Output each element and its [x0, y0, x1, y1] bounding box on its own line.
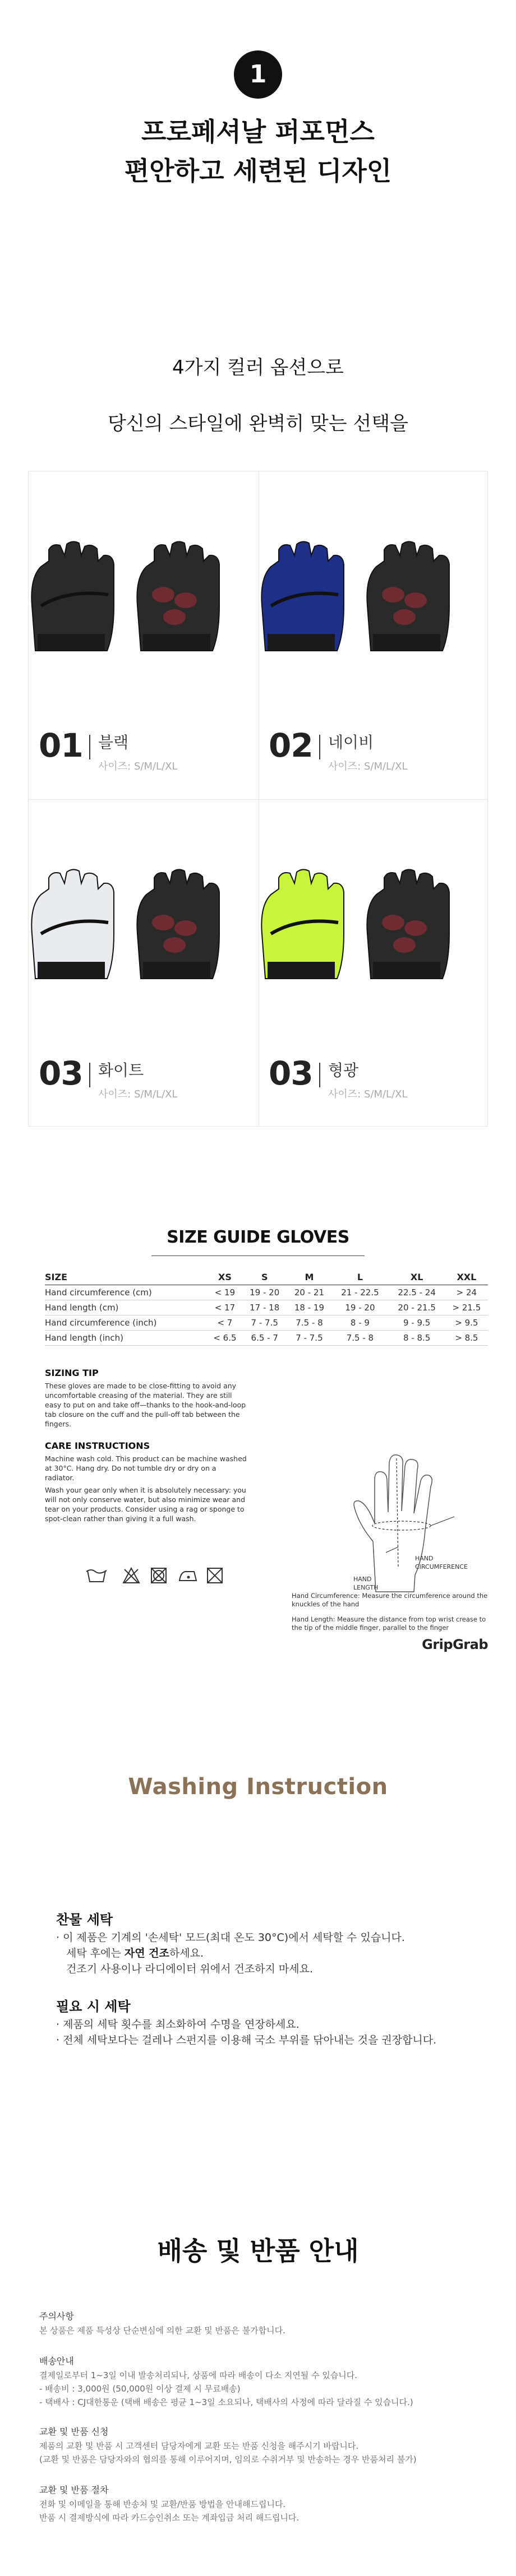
- option-name: 형광: [328, 1061, 359, 1079]
- table-cell: < 6.5: [208, 1331, 242, 1346]
- option-number: 03: [269, 1054, 313, 1092]
- table-cell: < 17: [208, 1300, 242, 1315]
- wash-line: [66, 1945, 204, 1961]
- hero-title-line1: 프로페셔날 퍼포먼스: [141, 117, 375, 147]
- title-rule: [151, 1255, 365, 1256]
- table-cell: 21 - 22.5: [331, 1285, 388, 1300]
- option-sizes: 사이즈: S/M/L/XL: [328, 761, 408, 772]
- color-options-grid: [28, 471, 488, 1127]
- wash-line-bold: 자연 건조: [124, 1947, 169, 1959]
- glove-palm: [367, 541, 449, 651]
- table-cell: 20 - 21: [287, 1285, 332, 1300]
- hand-length-note: Hand Length: Measure the distance from top wrist crease to the tip of the middle finger, parallel to the finger: [292, 1615, 486, 1632]
- glove-pair-image: [29, 867, 259, 990]
- table-cell: 8 - 8.5: [389, 1331, 445, 1346]
- wash-line: · 이 제품은 기계의 '손세탁' 모드(최대 온도 30°C)에서 세탁할 수 있습니다.: [56, 1931, 405, 1944]
- table-cell: Hand circumference (cm): [45, 1285, 208, 1300]
- delivery-fee: - 배송비 : 3,000원 (50,000원 이상 결제 시 무료배송): [39, 2384, 241, 2394]
- table-row: [45, 1315, 488, 1331]
- color-option-navy[interactable]: [259, 471, 489, 799]
- glove-pair-image: [259, 867, 489, 990]
- table-cell: 7.5 - 8: [287, 1315, 332, 1331]
- notice-text: 본 상품은 제품 특성상 단순변심에 의한 교환 및 반품은 불가합니다.: [39, 2325, 285, 2336]
- table-cell: 8 - 9: [331, 1315, 388, 1331]
- option-sizes: 사이즈: S/M/L/XL: [328, 1088, 408, 1100]
- column-header: L: [331, 1270, 388, 1285]
- hero-sub-line1: 4가지 컬러 옵션으로: [172, 356, 344, 379]
- table-cell: 6.5 - 7: [242, 1331, 287, 1346]
- no-tumble-dry-icon: [151, 1568, 166, 1583]
- glove-back: [261, 869, 344, 979]
- table-cell: 18 - 19: [287, 1300, 332, 1315]
- table-cell: < 7: [208, 1315, 242, 1331]
- option-sizes: 사이즈: S/M/L/XL: [98, 1088, 178, 1100]
- table-cell: 7 - 7.5: [242, 1315, 287, 1331]
- table-cell: 9 - 9.5: [389, 1315, 445, 1331]
- table-cell: 7.5 - 8: [331, 1331, 388, 1346]
- glove-palm: [367, 869, 449, 979]
- column-header: XS: [208, 1270, 242, 1285]
- divider: [89, 735, 90, 759]
- table-cell: 17 - 18: [242, 1300, 287, 1315]
- care-symbols: [84, 1565, 230, 1587]
- return-request-note: (교환 및 반품은 담당자와의 협의를 통해 이루어지며, 임의로 수취거부 및 반송하는 경우 반품처리 불가): [39, 2454, 417, 2464]
- shipping-title: 배송 및 반품 안내: [157, 2236, 359, 2266]
- care-title: CARE INSTRUCTIONS: [45, 1440, 150, 1451]
- table-row: [45, 1331, 488, 1346]
- size-table: [45, 1270, 488, 1346]
- no-bleach-icon: [123, 1568, 139, 1583]
- wash-line: · 제품의 세탁 횟수를 최소화하여 수명을 연장하세요.: [56, 2018, 300, 2031]
- table-cell: < 19: [208, 1285, 242, 1300]
- option-number: 02: [269, 726, 313, 765]
- divider: [319, 1063, 320, 1087]
- hero-section: [0, 0, 516, 435]
- return-process-refund: 반품 시 결제방식에 따라 카드승인취소 또는 계좌입금 처리 해드립니다.: [39, 2513, 300, 2523]
- table-cell: 19 - 20: [331, 1300, 388, 1315]
- delivery-heading: 배송안내: [39, 2356, 74, 2366]
- wash-heading-cold: 찬물 세탁: [56, 1912, 113, 1928]
- hero-sub-line2: 당신의 스타일에 완벽히 맞는 선택을: [108, 413, 408, 435]
- hero-title: [0, 112, 516, 191]
- divider: [319, 735, 320, 759]
- return-request-text: 제품의 교환 및 반품 시 고객센터 담당자에게 교환 또는 반품 신청을 해주시기 바랍니다.: [39, 2441, 359, 2451]
- glove-palm: [137, 541, 219, 651]
- table-cell: Hand length (cm): [45, 1300, 208, 1315]
- option-number: 01: [39, 726, 83, 765]
- column-header: S: [242, 1270, 287, 1285]
- glove-pair-image: [29, 539, 259, 662]
- delivery-courier: - 택배사 : CJ대한통운 (택배 배송은 평균 1~3일 소요되나, 택배사의 사정에 따라 달라질 수 있습니다.): [39, 2397, 413, 2407]
- option-sizes: 사이즈: S/M/L/XL: [98, 761, 178, 772]
- color-option-white[interactable]: [29, 799, 259, 1127]
- hand-length-label: HAND LENGTH: [353, 1576, 379, 1591]
- option-name: 블랙: [98, 733, 129, 752]
- table-cell: Hand circumference (inch): [45, 1315, 208, 1331]
- table-cell: 22.5 - 24: [389, 1285, 445, 1300]
- hand-circumference-label: HAND CIRCUMFERENCE: [415, 1555, 468, 1570]
- table-cell: Hand length (inch): [45, 1331, 208, 1346]
- sizing-tip-title: SIZING TIP: [45, 1368, 99, 1378]
- care-text-1: Machine wash cold. This product can be machine washed at 30°C. Hang dry. Do not tumble dry or dry on a radiator.: [45, 1454, 247, 1482]
- section-number-badge: 1: [234, 50, 282, 99]
- color-option-black[interactable]: [29, 471, 259, 799]
- return-process-heading: 교환 및 반품 절차: [39, 2485, 109, 2495]
- wash-line-text: 세탁 후에는: [66, 1947, 125, 1959]
- option-name: 네이비: [328, 733, 374, 752]
- table-cell: > 9.5: [445, 1315, 488, 1331]
- column-header: XL: [389, 1270, 445, 1285]
- table-header-row: [45, 1270, 488, 1285]
- washing-title: Washing Instruction: [128, 1774, 388, 1800]
- table-cell: > 8.5: [445, 1331, 488, 1346]
- no-dry-clean-icon: [208, 1568, 222, 1583]
- column-header: XXL: [445, 1270, 488, 1285]
- option-number: 03: [39, 1054, 83, 1092]
- return-request-heading: 교환 및 반품 신청: [39, 2426, 109, 2437]
- column-header: M: [287, 1270, 332, 1285]
- size-guide-title: SIZE GUIDE GLOVES: [167, 1227, 349, 1247]
- option-name: 화이트: [98, 1061, 144, 1079]
- iron-low-icon: [179, 1572, 196, 1581]
- sizing-tip-text: These gloves are made to be close-fitting to avoid any uncomfortable creasing of the material. They are still easy to put on and take off—thanks to the hook-and-loop tab closure on the cuff and the pull-off tab between the fingers.: [45, 1382, 246, 1428]
- wash-line: · 전체 세탁보다는 걸레나 스펀지를 이용해 국소 부위를 닦아내는 것을 권장합니다.: [56, 2034, 437, 2046]
- table-cell: > 24: [445, 1285, 488, 1300]
- color-option-neon[interactable]: [259, 799, 489, 1127]
- hero-title-line2: 편안하고 세련된 디자인: [124, 156, 392, 186]
- column-header: SIZE: [45, 1270, 208, 1285]
- table-row: [45, 1285, 488, 1300]
- table-cell: 20 - 21.5: [389, 1300, 445, 1315]
- care-text-2: Wash your gear only when it is absolutely necessary: you will not only conserve water, but also minimize wear and tear on your products. Consider using a rag or sponge to spot-clean rather than giving it a full wash.: [45, 1486, 246, 1523]
- wash-30-icon: [86, 1570, 107, 1582]
- table-cell: 19 - 20: [242, 1285, 287, 1300]
- glove-palm: [137, 869, 219, 979]
- wash-heading-when-needed: 필요 시 세탁: [56, 1999, 131, 2014]
- divider: [89, 1063, 90, 1087]
- table-cell: 7 - 7.5: [287, 1331, 332, 1346]
- glove-back: [31, 869, 114, 979]
- glove-back: [31, 541, 114, 651]
- table-row: [45, 1300, 488, 1315]
- return-process-text: 전화 및 이메일을 통해 반송처 및 교환/반품 방법을 안내해드립니다.: [39, 2499, 286, 2509]
- delivery-text: 결제일로부터 1~3일 이내 발송처리되나, 상품에 따라 배송이 다소 지연될 수 있습니다.: [39, 2370, 358, 2380]
- hero-subtitle: [0, 348, 516, 444]
- glove-back: [261, 541, 344, 651]
- brand-logo: GripGrab: [422, 1637, 488, 1652]
- hand-circumference-note: Hand Circumference: Measure the circumference around the knuckles of the hand: [292, 1592, 488, 1608]
- size-guide-section: [28, 1199, 488, 1659]
- notice-heading: 주의사항: [39, 2311, 74, 2322]
- table-cell: > 21.5: [445, 1300, 488, 1315]
- wash-line-text: 하세요.: [169, 1947, 204, 1959]
- glove-pair-image: [259, 539, 489, 662]
- wash-line: 건조기 사용이나 라디에이터 위에서 건조하지 마세요.: [66, 1963, 314, 1975]
